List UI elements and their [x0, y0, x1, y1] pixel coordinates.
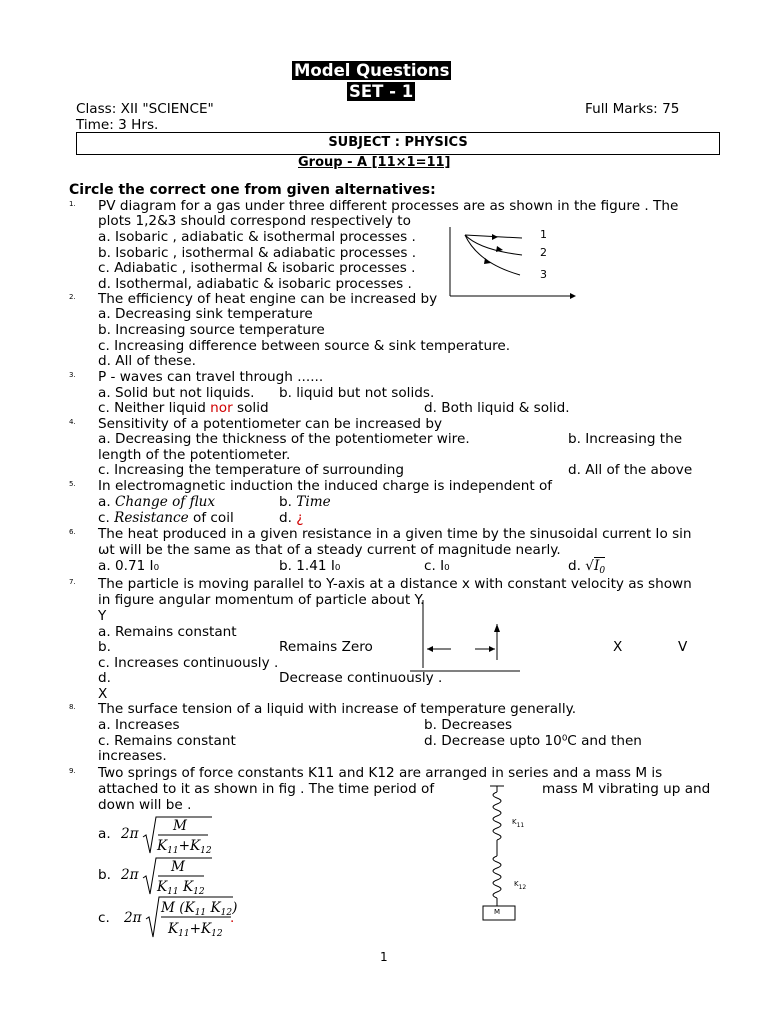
q5-option-c	[98, 510, 234, 526]
q5-d-pre: d.	[279, 510, 297, 526]
q4-number: 4.	[69, 418, 76, 426]
q2-option-b: b. Increasing source temperature	[98, 322, 325, 338]
q3-stem: P - waves can travel through ......	[98, 369, 324, 385]
q1-option-c: c. Adiabatic , isothermal & isobaric processes .	[98, 260, 416, 276]
q4-stem: Sensitivity of a potentiometer can be increased by	[98, 416, 443, 432]
q8-option-d: d. Decrease upto 10⁰C and then	[424, 733, 642, 749]
fig-k12-label	[514, 880, 526, 892]
q3-option-c	[98, 400, 269, 416]
q9-a-k12-sub: 12	[200, 846, 212, 856]
spring-diagram	[480, 784, 520, 924]
q8-option-c: c. Remains constant	[98, 733, 236, 749]
q9-c-den-k12-sub: 12	[211, 929, 223, 939]
q7-option-b-text: Remains Zero	[279, 639, 373, 655]
velocity-arrow	[494, 624, 500, 632]
q3-c-nor: nor	[210, 400, 233, 416]
q7-option-d: d.	[98, 670, 111, 686]
q2-number: 2.	[69, 293, 76, 301]
fig-k12-sub: 12	[518, 884, 527, 891]
time-label: Time: 3 Hrs.	[76, 117, 159, 133]
q5-a-pre: a.	[98, 494, 115, 510]
set-label: SET - 1	[349, 82, 414, 101]
q9-b-k12: K	[182, 879, 194, 895]
q6-d-i: I	[593, 558, 600, 574]
q6-d-radicand	[594, 557, 605, 574]
q9-option-a-label: a.	[98, 826, 111, 842]
q5-a-text: Change of flux	[114, 494, 216, 510]
pv-diagram	[440, 225, 580, 305]
q2-option-d: d. All of these.	[98, 353, 196, 369]
q8-number: 8.	[69, 703, 76, 711]
q8-option-b: b. Decreases	[424, 717, 513, 733]
q6-line2: ωt will be the same as that of a steady current of magnitude nearly.	[98, 542, 561, 558]
q4-option-a: a. Decreasing the thickness of the potentiometer wire.	[98, 431, 470, 447]
q9-a-k11: K	[157, 838, 168, 854]
q1-line2: plots 1,2&3 should correspond respectively to	[98, 213, 411, 229]
q3-c-pre: c. Neither liquid	[98, 400, 211, 416]
q1-option-d: d. Isothermal, adiabatic & isobaric processes .	[98, 276, 412, 292]
q3-c-post: solid	[232, 400, 269, 416]
q4-option-c: c. Increasing the temperature of surrounding	[98, 462, 404, 478]
q9-line2a: attached to it as shown in fig . The time period of	[98, 781, 435, 797]
q4-option-b-cont: length of the potentiometer.	[98, 447, 291, 463]
q5-number: 5.	[69, 480, 76, 488]
q9-line1: Two springs of force constants K11 and K12 are arranged in series and a mass M is	[98, 765, 663, 781]
q9-a-plus: +	[178, 838, 190, 854]
pv-label-2: 2	[540, 246, 547, 259]
q9-c-k12-sub: 12	[220, 908, 233, 918]
q9-c-plus: +	[189, 921, 201, 937]
q9-c-den-k11: K	[168, 921, 179, 937]
q9-c-2pi: 2π	[124, 910, 142, 926]
q5-d-text: ¿	[296, 510, 304, 526]
pv-label-3: 3	[540, 268, 547, 281]
q4-option-b: b. Increasing the	[568, 431, 683, 447]
q9-a-2pi: 2π	[121, 826, 139, 842]
q6-number: 6.	[69, 528, 76, 536]
q5-option-a	[98, 494, 215, 510]
q9-c-den-k11-sub: 11	[178, 929, 190, 939]
q7-option-c: c. Increases continuously .	[98, 655, 279, 671]
q7-y-label: Y	[98, 608, 107, 624]
q9-c-k12: K	[210, 900, 221, 916]
fig-k12-k: K	[514, 880, 519, 888]
q9-b-k12-sub: 12	[193, 887, 205, 897]
q9-b-num: M	[171, 859, 185, 875]
q9-option-c-label: c.	[98, 910, 110, 926]
q7-option-b: b.	[98, 639, 111, 655]
q5-option-b	[279, 494, 331, 510]
q1-option-b: b. Isobaric , isothermal & adiabatic processes .	[98, 245, 417, 261]
fig-k11-k: K	[512, 818, 517, 826]
subject-label: SUBJECT : PHYSICS	[328, 135, 468, 150]
fig-mass-label: M	[494, 908, 501, 916]
q6-option-c: c. I₀	[424, 558, 450, 574]
pv-arrow-1	[492, 234, 498, 240]
q6-d-pre: d.	[568, 558, 581, 574]
q4-option-d: d. All of the above	[568, 462, 693, 478]
q9-a-num: M	[173, 818, 187, 834]
q3-option-b: b. liquid but not solids.	[279, 385, 435, 401]
q9-c-den-k12: K	[201, 921, 212, 937]
q5-b-pre: b.	[279, 494, 297, 510]
subject-box	[76, 132, 720, 155]
q9-b-k11-sub: 11	[167, 887, 179, 897]
fig-k11-label	[512, 818, 524, 830]
x-dim-right-arrow	[489, 646, 495, 652]
q7-v-label: V	[678, 639, 688, 655]
q3-option-a: a. Solid but not liquids.	[98, 385, 255, 401]
q6-d-sub: 0	[599, 566, 606, 576]
page-title: Model Questions	[294, 61, 450, 80]
q7-number: 7.	[69, 578, 76, 586]
q6-line1: The heat produced in a given resistance in a given time by the sinusoidal current Io sin	[98, 526, 692, 542]
class-label: Class: XII "SCIENCE"	[76, 101, 214, 117]
q5-c-text: Resistance	[114, 510, 189, 526]
pv-label-1: 1	[540, 228, 547, 241]
instruction: Circle the correct one from given alternatives:	[69, 182, 436, 198]
spring-k12	[493, 856, 501, 898]
q2-stem: The efficiency of heat engine can be increased by	[98, 291, 438, 307]
q7-x-label: X	[613, 639, 623, 655]
q9-c-dot: .	[230, 910, 235, 926]
q5-option-d	[279, 510, 304, 526]
q9-c-m: M	[161, 900, 175, 916]
q9-line2b: mass M vibrating up and	[542, 781, 711, 797]
q5-b-text: Time	[296, 494, 331, 510]
q1-line1: PV diagram for a gas under three different processes are as shown in the figure . The	[98, 198, 679, 214]
q9-b-2pi: 2π	[121, 867, 139, 883]
q8-stem: The surface tension of a liquid with increase of temperature generally.	[98, 701, 577, 717]
q2-option-a: a. Decreasing sink temperature	[98, 306, 313, 322]
q8-option-d-cont: increases.	[98, 748, 167, 764]
q1-number: 1.	[69, 200, 76, 208]
q7-option-a: a. Remains constant	[98, 624, 237, 640]
q9-number: 9.	[69, 767, 76, 775]
q5-stem: In electromagnetic induction the induced charge is independent of	[98, 478, 553, 494]
q5-c-post: of coil	[188, 510, 234, 526]
fig-k11-sub: 11	[516, 822, 525, 829]
q9-c-num: M ($K_{11}$ $K_{12}$)	[161, 900, 238, 918]
q1-option-a: a. Isobaric , adiabatic & isothermal processes .	[98, 229, 416, 245]
q9-c-k11: K	[184, 900, 195, 916]
q5-c-pre: c.	[98, 510, 115, 526]
q7-line1: The particle is moving parallel to Y-axis at a distance x with constant velocity as shown	[98, 576, 692, 592]
q9-line3: down will be .	[98, 797, 192, 813]
q3-number: 3.	[69, 371, 76, 379]
pv-arrow-3	[484, 258, 491, 264]
q9-option-b-label: b.	[98, 867, 111, 883]
group-heading: Group - A [11×1=11]	[298, 155, 451, 170]
q6-option-b: b. 1.41 I₀	[279, 558, 341, 574]
q7-line2: in figure angular momentum of particle about Y.	[98, 592, 425, 608]
q9-b-k11: K	[157, 879, 168, 895]
q8-option-a: a. Increases	[98, 717, 180, 733]
full-marks: Full Marks: 75	[585, 101, 680, 117]
sqrt-sign: √	[585, 558, 594, 574]
spring-k11	[493, 792, 501, 840]
q9-a-k11-sub: 11	[167, 846, 179, 856]
q9-a-k12: K	[190, 838, 201, 854]
q7-option-d-text: Decrease continuously .	[279, 670, 443, 686]
q3-option-d: d. Both liquid & solid.	[424, 400, 570, 416]
q2-option-c: c. Increasing difference between source & sink temperature.	[98, 338, 511, 354]
pv-x-arrow	[570, 293, 576, 299]
page-number: 1	[380, 950, 388, 964]
x-dim-left-arrow	[427, 646, 433, 652]
q9-c-den	[168, 921, 223, 942]
particle-diagram	[405, 598, 525, 678]
q9-c-k11-sub: 11	[194, 908, 207, 918]
q6-option-a: a. 0.71 I₀	[98, 558, 160, 574]
q7-x2-label: X	[98, 686, 108, 702]
